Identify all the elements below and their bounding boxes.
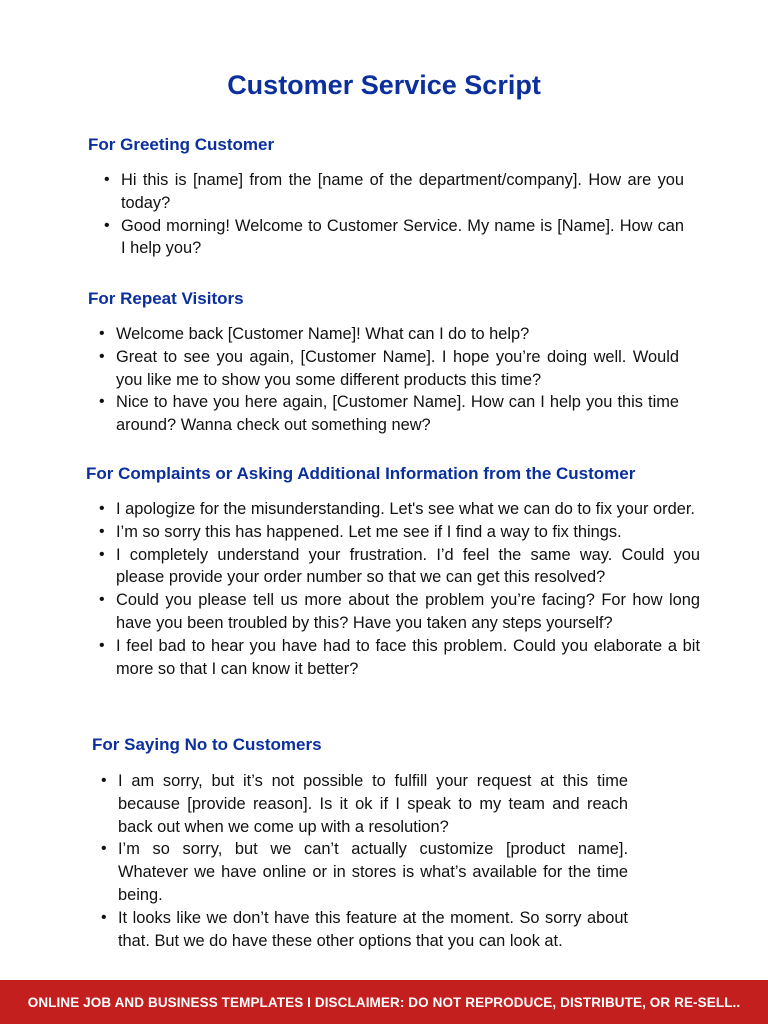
bullet-icon: • — [104, 216, 110, 234]
list-item-text: I feel bad to hear you have had to face this problem. Could you elaborate a bit more so that I can know it better? — [116, 636, 700, 678]
list-item — [99, 544, 700, 590]
bullet-icon: • — [101, 772, 107, 789]
list-item-text: Could you please tell us more about the problem you’re facing? For how long have you been troubled by this? Have you taken any steps yourself? — [116, 591, 700, 632]
list-item-text: Welcome back [Customer Name]! What can I do to help? — [116, 325, 530, 343]
bullet-icon: • — [99, 636, 105, 654]
list-item-text: I’m so sorry this has happened. Let me see if I find a way to fix things. — [116, 522, 622, 541]
footer-disclaimer: ONLINE JOB AND BUSINESS TEMPLATES I DISCLAIMER: DO NOT REPRODUCE, DISTRIBUTE, OR RE-SELL.. — [0, 980, 768, 1024]
bullet-list — [99, 498, 700, 680]
bullet-icon: • — [99, 500, 105, 517]
bullet-icon: • — [99, 545, 105, 563]
list-item-text: I apologize for the misunderstanding. Let's see what we can do to fix your order. — [116, 500, 695, 518]
section-heading: For Complaints or Asking Additional Information from the Customer — [86, 464, 636, 483]
list-item-text: I’m so sorry, but we can’t actually customize [product name]. Whatever we have online or in stores is what’s available for the time being. — [118, 840, 628, 904]
bullet-icon: • — [101, 840, 107, 858]
list-item — [99, 498, 700, 521]
list-item — [104, 169, 684, 215]
bullet-list — [104, 169, 684, 260]
bullet-icon: • — [99, 393, 105, 411]
bullet-icon: • — [99, 325, 105, 342]
list-item — [101, 838, 628, 906]
list-item — [99, 346, 679, 392]
list-item-text: Hi this is [name] from the [name of the department/company]. How are you today? — [121, 171, 684, 212]
bullet-icon: • — [101, 908, 107, 926]
section-heading: For Greeting Customer — [88, 135, 275, 154]
section-saying-no — [92, 735, 628, 952]
list-item-text: Nice to have you here again, [Customer Name]. How can I help you this time around? Wanna check out something new? — [116, 393, 679, 435]
list-item-text: Good morning! Welcome to Customer Service. My name is [Name]. How can I help you? — [121, 216, 684, 258]
list-item-text: Great to see you again, [Customer Name]. I hope you’re doing well. Would you like me to show you some different products this time? — [116, 347, 679, 389]
bullet-icon: • — [99, 591, 105, 609]
section-greeting — [88, 135, 684, 260]
section-complaints — [86, 464, 700, 680]
page-title: Customer Service Script — [227, 70, 541, 100]
list-item — [99, 589, 700, 635]
bullet-list — [101, 770, 628, 952]
list-item-text: I completely understand your frustration. I’d feel the same way. Could you please provide your order number so that we can get this resolved? — [116, 545, 700, 587]
list-item — [99, 391, 679, 437]
section-heading: For Repeat Visitors — [88, 289, 244, 308]
bullet-icon: • — [99, 522, 105, 540]
section-repeat-visitors — [88, 289, 679, 437]
list-item — [104, 215, 684, 261]
list-item — [101, 907, 628, 953]
bullet-icon: • — [99, 347, 105, 365]
list-item-text: It looks like we don’t have this feature at the moment. So sorry about that. But we do have these other options that you can look at. — [118, 908, 628, 950]
list-item — [101, 770, 628, 838]
bullet-list — [99, 323, 679, 437]
section-heading: For Saying No to Customers — [92, 735, 322, 754]
bullet-icon: • — [104, 171, 110, 188]
list-item — [99, 521, 700, 544]
list-item-text: I am sorry, but it’s not possible to fulfill your request at this time because [provide reason]. Is it ok if I speak to my team and reach back out when we come up with a resolution? — [118, 772, 628, 836]
list-item — [99, 323, 679, 346]
list-item — [99, 635, 700, 681]
